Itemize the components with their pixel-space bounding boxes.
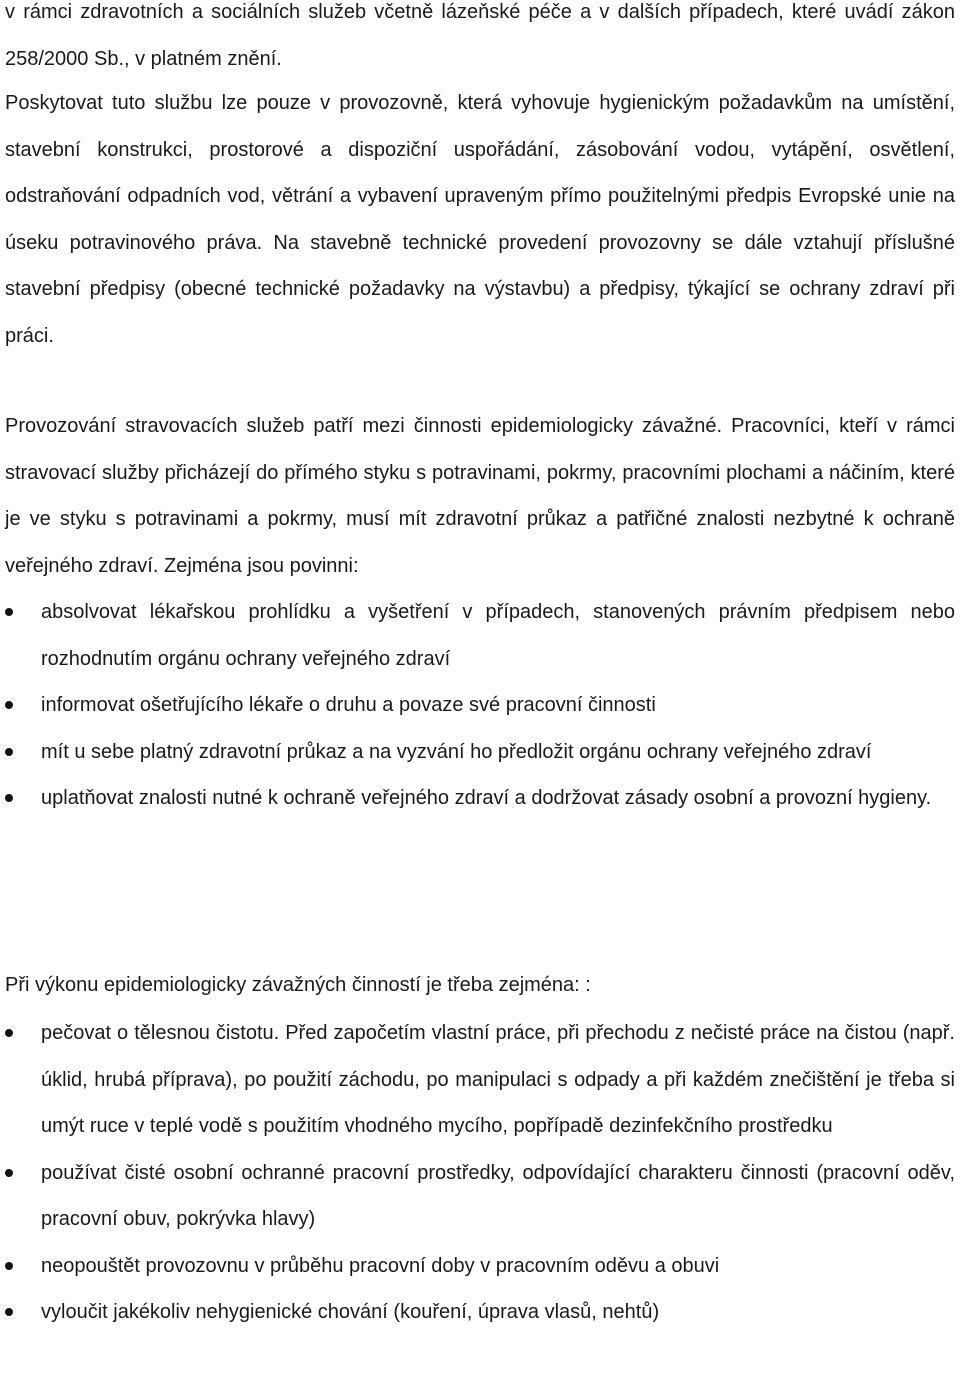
list-item-text: neopouštět provozovnu v průběhu pracovní doby v pracovním oděvu a obuvi: [41, 1254, 720, 1277]
list-item: [0, 729, 955, 776]
list-item: [0, 589, 955, 682]
paragraph-intro: v rámci zdravotních a sociálních služeb včetně lázeňské péče a v dalších případech, které uvádí zákon 258/2000 Sb., v platném znění.: [5, 1, 955, 70]
list-item-text: uplatňovat znalosti nutné k ochraně veřejného zdraví a dodržovat zásady osobní a provozní hygieny.: [41, 787, 932, 809]
bullet-icon: [5, 1308, 13, 1316]
list-item: [0, 1010, 955, 1150]
list-item-text: vyloučit jakékoliv nehygienické chování (kouření, úprava vlasů, nehtů): [41, 1301, 660, 1323]
paragraph-premises: Poskytovat tuto službu lze pouze v provozovně, která vyhovuje hygienickým požadavkům na umístění, stavební konstrukci, prostorové a dispoziční uspořádání, zásobování vodou, vytápění, osvětlení, odstraňování odpadních vod, větrání a vybavení upraveným přímo použitelnými předpis Evropské unie na úseku potravinového práva. Na stavebně technické provedení provozovny se dále vztahují příslušné stavební předpisy (obecné technické požadavky na výstavbu) a předpisy, týkající se ochrany zdraví při práci.: [5, 92, 955, 347]
list-item: [0, 682, 955, 729]
list-item-text: pečovat o tělesnou čistotu. Před započetím vlastní práce, při přechodu z nečisté práce na čistou (např. úklid, hrubá příprava), po použití záchodu, po manipulaci s odpady a při každém znečištění je třeba si umýt ruce v teplé vodě s použitím vhodného mycího, popřípadě dezinfekčního prostředku: [41, 1022, 955, 1137]
paragraph-epidemiology: Při výkonu epidemiologicky závažných činností je třeba zejména: :: [5, 974, 591, 996]
list-item-text: informovat ošetřujícího lékaře o druhu a povaze své pracovní činnosti: [41, 694, 656, 716]
list-item: [0, 775, 955, 822]
duties-list: [0, 589, 960, 822]
bullet-icon: [5, 794, 13, 802]
bullet-icon: [5, 748, 13, 756]
list-item: [0, 1243, 955, 1290]
paragraph-food-services: Provozování stravovacích služeb patří mezi činnosti epidemiologicky závažné. Pracovníci, kteří v rámci stravovací služby přicházejí do přímého styku s potravinami, pokrmy, pracovními plochami a náčiním, které je ve styku s potravinami a pokrmy, musí mít zdravotní průkaz a patřičné znalosti nezbytné k ochraně veřejného zdraví. Zejména jsou povinni:: [5, 415, 955, 577]
list-item-text: mít u sebe platný zdravotní průkaz a na vyzvání ho předložit orgánu ochrany veřejného zdraví: [41, 740, 872, 763]
list-item: [0, 1150, 955, 1243]
list-item-text: používat čisté osobní ochranné pracovní prostředky, odpovídající charakteru činnosti (pracovní oděv, pracovní obuv, pokrývka hlavy): [41, 1161, 955, 1230]
list-item: [0, 1289, 955, 1336]
bullet-icon: [5, 1169, 13, 1177]
bullet-icon: [5, 608, 13, 616]
bullet-icon: [5, 1262, 13, 1270]
bullet-icon: [5, 701, 13, 709]
list-item-text: absolvovat lékařskou prohlídku a vyšetření v případech, stanovených právním předpisem nebo rozhodnutím orgánu ochrany veřejného zdraví: [41, 601, 955, 670]
bullet-icon: [5, 1029, 13, 1037]
hygiene-list: [0, 1010, 960, 1336]
